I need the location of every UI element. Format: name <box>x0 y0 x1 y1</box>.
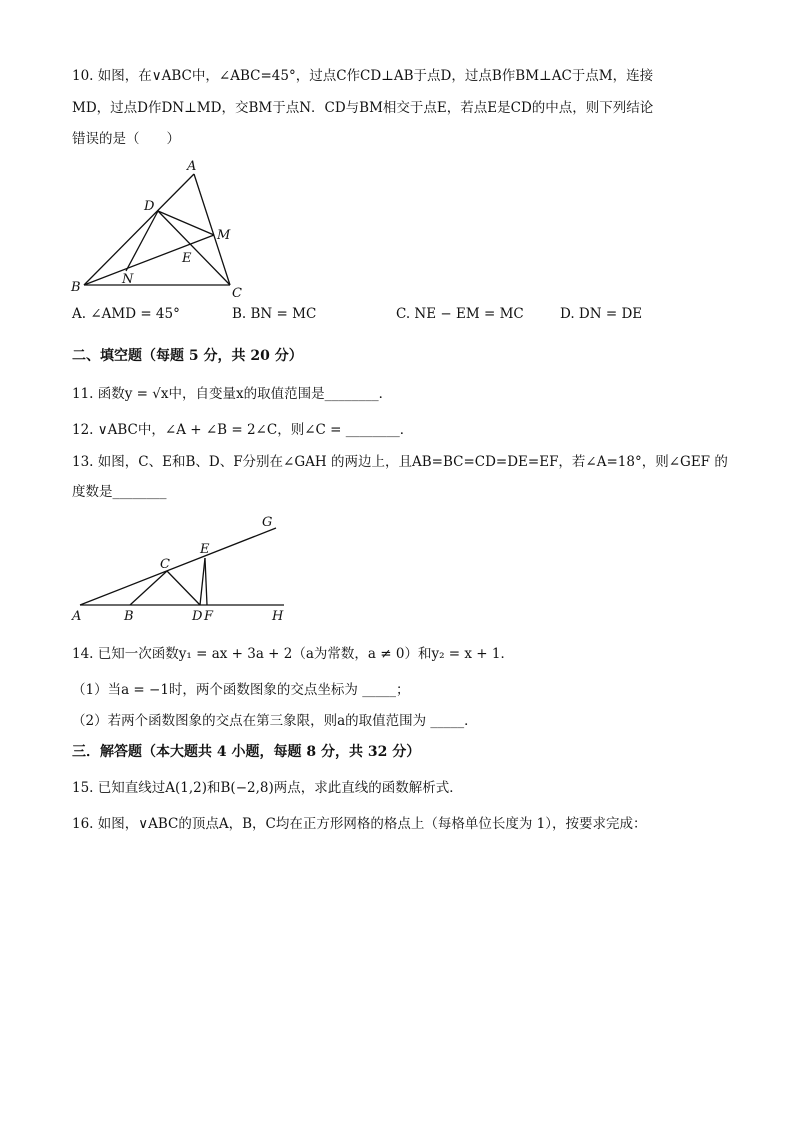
label-E: E <box>182 251 192 266</box>
segment-DE <box>200 558 205 605</box>
q10-option-c: C. NE − EM = MC <box>396 306 524 322</box>
label-F: F <box>204 609 214 624</box>
label-B: B <box>124 609 134 624</box>
section-2-heading: 二、填空题（每题 5 分，共 20 分） <box>72 348 303 364</box>
label-A: A <box>72 609 82 624</box>
label-A: A <box>187 159 197 174</box>
q10-option-b: B. BN = MC <box>232 306 317 322</box>
q10-triangle-figure <box>66 154 256 304</box>
segment-CD <box>167 571 200 605</box>
q12-text: 12. ∨ABC中，∠A + ∠B = 2∠C，则∠C = ________． <box>72 422 414 438</box>
q15-text: 15. 已知直线过A(1,2)和B(−2,8)两点，求此直线的函数解析式． <box>72 780 463 796</box>
label-E: E <box>200 542 210 557</box>
label-G: G <box>262 515 273 530</box>
q13-angle-figure <box>66 510 296 625</box>
label-D: D <box>192 609 203 624</box>
segment-BC <box>130 571 167 605</box>
label-M: M <box>217 228 231 243</box>
label-C: C <box>160 557 170 572</box>
q14-part-1: （1）当a = −1时，两个函数图象的交点坐标为 _____； <box>72 682 410 698</box>
q13-line-2: 度数是________ <box>72 484 167 500</box>
q13-line-1: 13. 如图，C、E和B、D、F分别在∠GAH 的两边上，且AB=BC=CD=DE=EF，若∠A=18°，则∠GEF 的 <box>72 454 728 470</box>
q14-part-2: （2）若两个函数图象的交点在第三象限，则a的取值范围为 _____． <box>72 713 478 729</box>
q16-text: 16. 如图，∨ABC的顶点A，B，C均在正方形网格的格点上（每格单位长度为 1），按要求完成： <box>72 816 647 832</box>
q10-option-d: D. DN = DE <box>560 306 643 322</box>
q10-line-3: 错误的是（ ） <box>72 131 180 147</box>
label-C: C <box>232 286 242 301</box>
q10-line-2: MD，过点D作DN⊥MD，交BM于点N．CD与BM相交于点E，若点E是CD的中点，则下列结论 <box>72 100 654 116</box>
q14-stem: 14. 已知一次函数y₁ = ax + 3a + 2（a为常数，a ≠ 0）和y₂ = x + 1． <box>72 646 514 662</box>
segment-BM <box>84 235 214 285</box>
segment-EF <box>205 558 207 605</box>
label-N: N <box>122 272 134 287</box>
label-H: H <box>272 609 284 624</box>
segment-DM <box>158 211 214 235</box>
section-3-heading: 三．解答题（本大题共 4 小题，每题 8 分，共 32 分） <box>72 744 421 760</box>
q10-option-a: A. ∠AMD = 45° <box>72 306 180 322</box>
q10-line-1: 10. 如图，在∨ABC中，∠ABC=45°，过点C作CD⊥AB于点D，过点B作BM⊥AC于点M，连接 <box>72 68 654 84</box>
label-B: B <box>71 280 81 295</box>
ray-AG <box>80 528 276 605</box>
q11-text: 11. 函数y = √x中，自变量x的取值范围是________． <box>72 386 393 402</box>
label-D: D <box>144 199 155 214</box>
segment-AB <box>84 174 194 285</box>
segment-DC <box>158 211 230 285</box>
